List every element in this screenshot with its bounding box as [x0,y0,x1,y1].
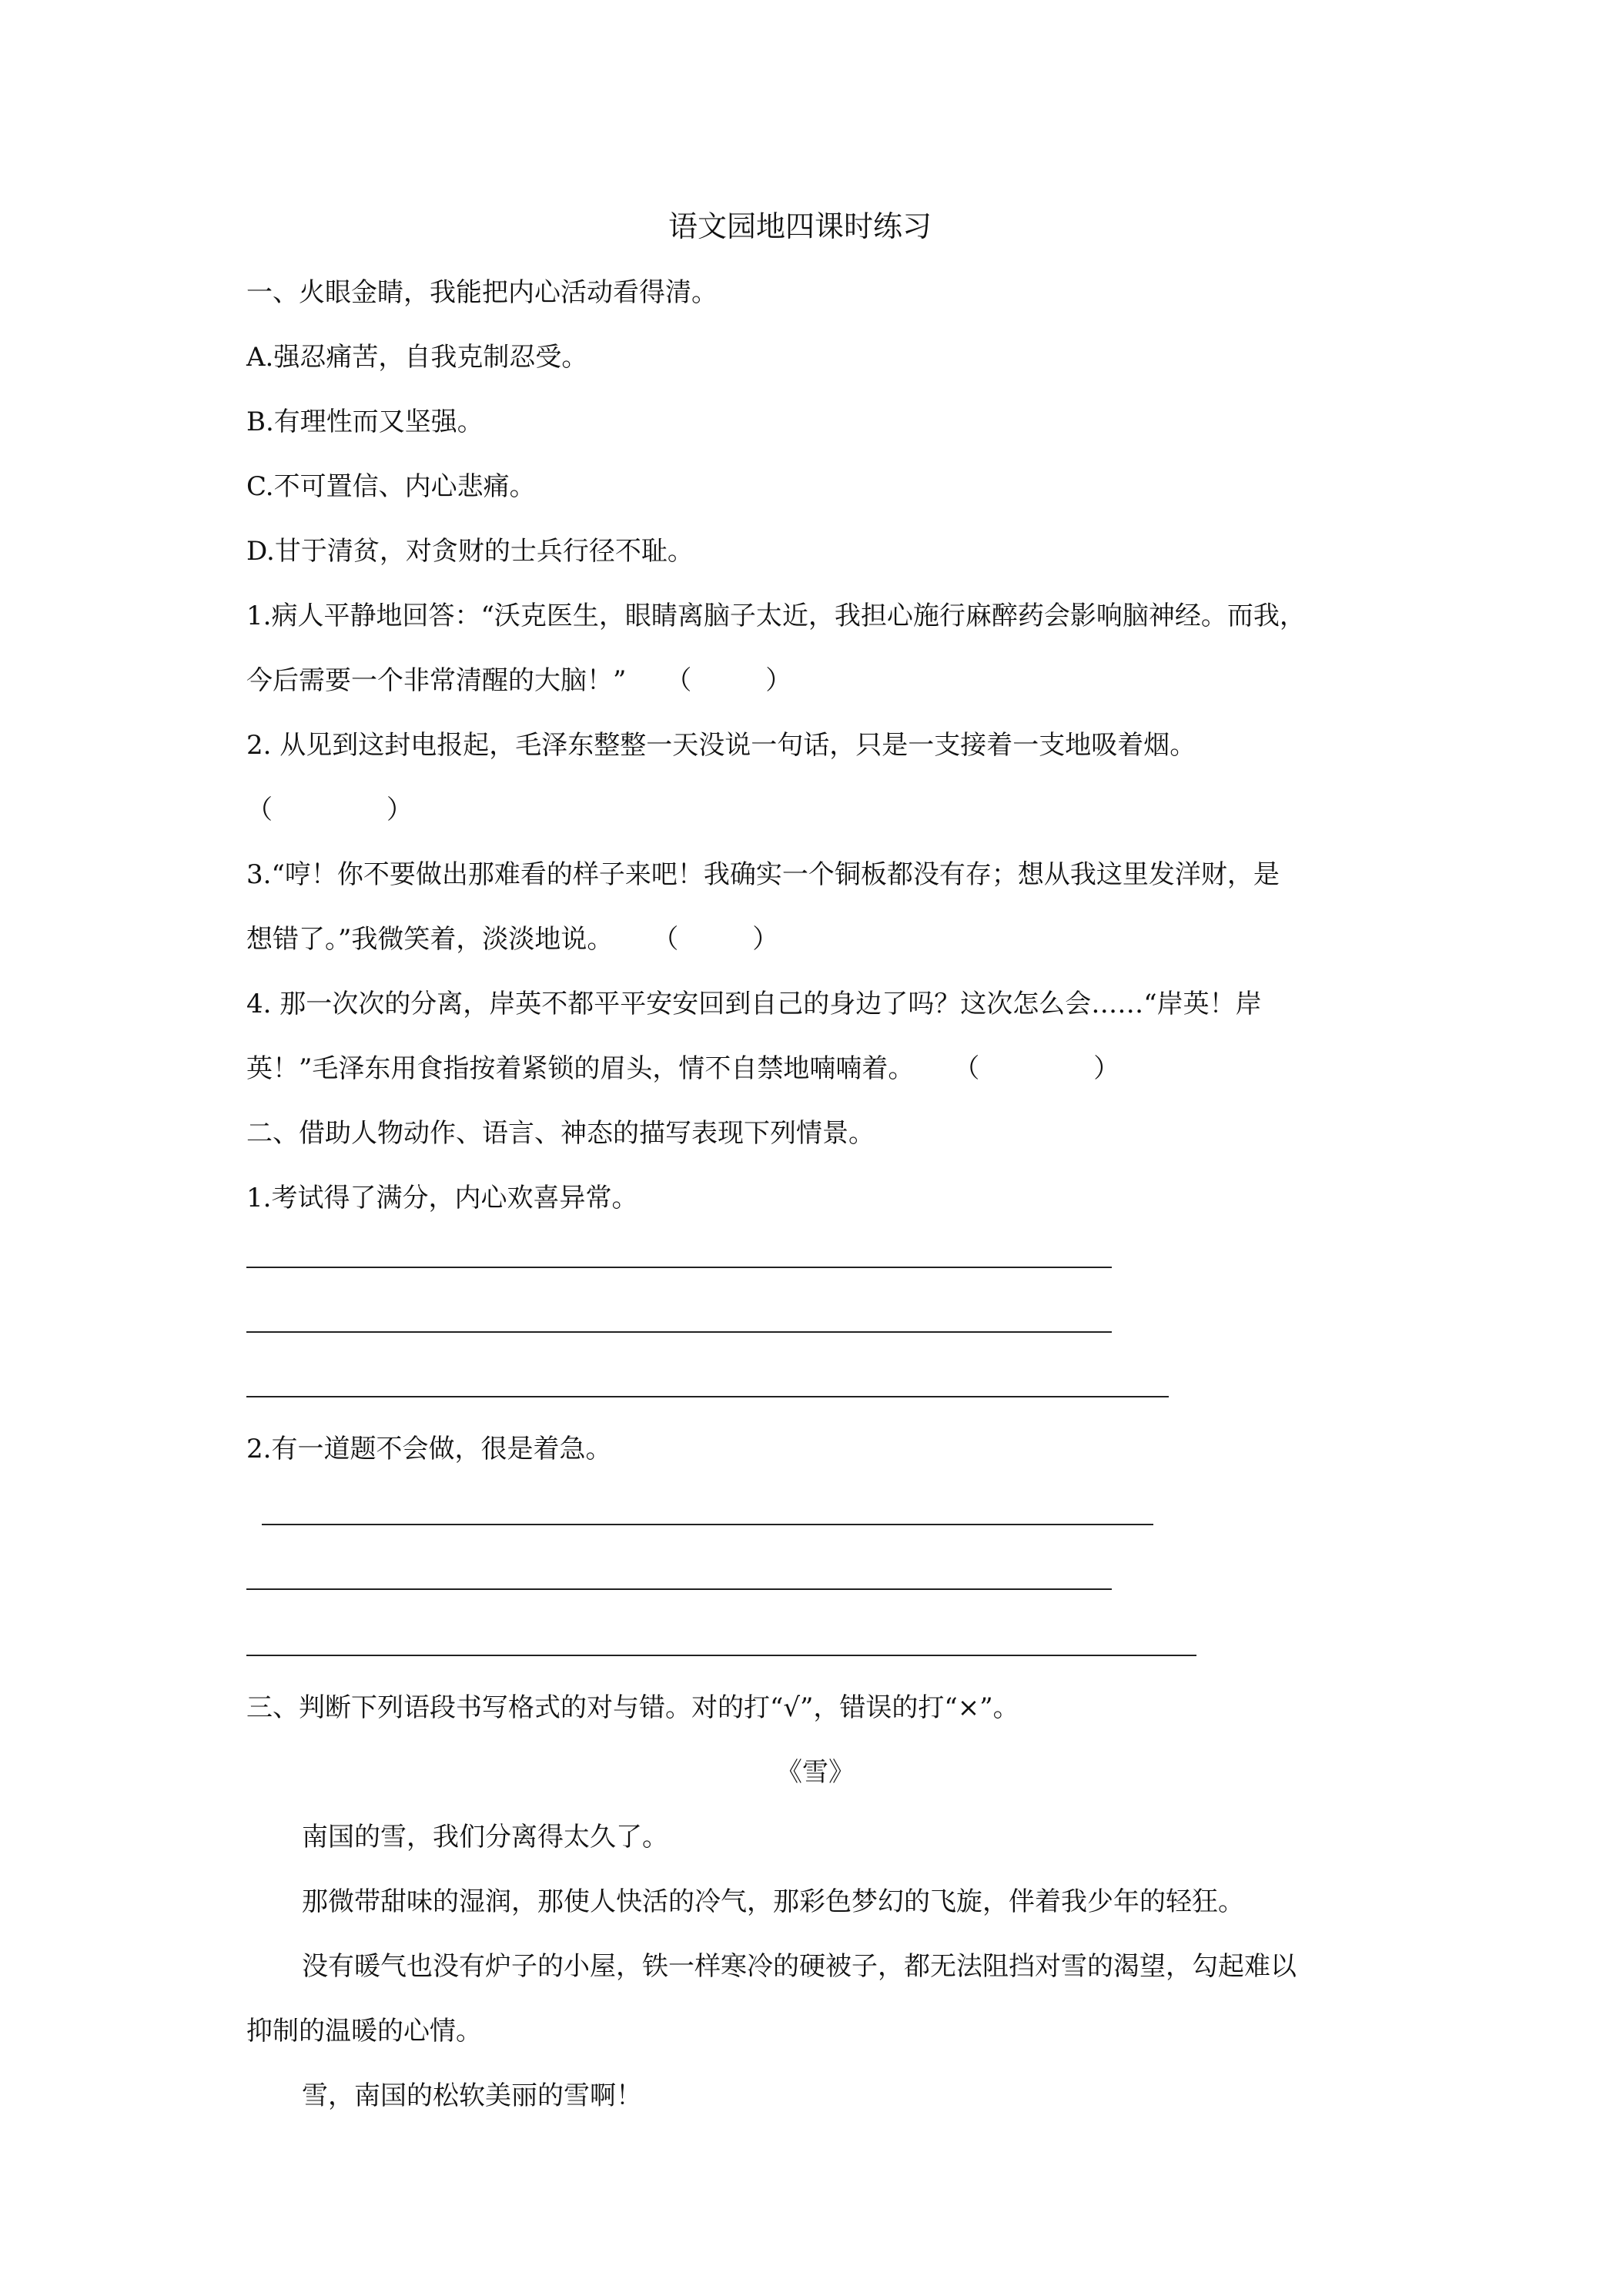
question-2-line-1: 2. 从见到这封电报起，毛泽东整整一天没说一句话，只是一支接着一支地吸着烟。 [246,730,1196,761]
paren-close: ） [1093,1053,1120,1084]
option-c: C.不可置信、内心悲痛。 [246,471,536,502]
question-1-line-1: 1.病人平静地回答：“沃克医生，眼睛离脑子太近，我担心施行麻醉药会影响脑神经。而我， [246,601,1306,631]
writing-line-2[interactable] [246,1331,1112,1333]
paren-close: ） [765,665,792,696]
question-1-line-2 [246,664,791,698]
passage-paragraph-3-line-1: 没有暖气也没有炉子的小屋，铁一样寒冷的硬被子，都无法阻挡对雪的渴望，勾起难以 [302,1951,1297,1982]
option-b: B.有理性而又坚强。 [246,407,484,437]
writing-line-6[interactable] [246,1655,1196,1656]
passage-paragraph-2: 那微带甜味的湿润，那使人快活的冷气，那彩色梦幻的飞旋，伴着我少年的轻狂。 [302,1886,1244,1917]
writing-line-1[interactable] [246,1267,1112,1268]
paren-open: （ [652,924,679,955]
paren-close: ） [387,795,413,825]
writing-line-3[interactable] [246,1396,1169,1397]
section-2-heading: 二、借助人物动作、语言、神态的描写表现下列情景。 [246,1118,875,1149]
question-3-line-2 [246,922,778,956]
page-title: 语文园地四课时练习 [668,209,932,243]
question-4-line-2 [246,1052,1119,1086]
paren-open: （ [953,1053,980,1084]
question-3-line-1: 3.“哼！你不要做出那难看的样子来吧！我确实一个铜板都没有存；想从我这里发洋财，是 [246,859,1280,890]
option-d: D.甘于清贫，对贪财的士兵行径不耻。 [246,536,694,567]
section-2-item-2: 2.有一道题不会做，很是着急。 [246,1434,612,1464]
question-2-line-2 [246,793,413,827]
option-a: A.强忍痛苦，自我克制忍受。 [246,342,588,373]
writing-line-5[interactable] [246,1588,1112,1590]
question-1-text: 今后需要一个非常清醒的大脑！” [246,665,627,696]
section-3-heading: 三、判断下列语段书写格式的对与错。对的打“√”，错误的打“×”。 [246,1692,1019,1723]
writing-line-4[interactable] [262,1524,1153,1525]
passage-title: 《雪》 [776,1757,855,1788]
question-3-text: 想错了。”我微笑着，淡淡地说。 [246,924,614,955]
paren-close: ） [752,924,779,955]
passage-paragraph-1: 南国的雪，我们分离得太久了。 [302,1822,668,1853]
passage-paragraph-3-line-2: 抑制的温暖的心情。 [246,2016,482,2047]
section-2-item-1: 1.考试得了满分，内心欢喜异常。 [246,1183,638,1213]
passage-paragraph-4: 雪，南国的松软美丽的雪啊！ [302,2080,642,2111]
question-4-line-1: 4. 那一次次的分离，岸英不都平平安安回到自己的身边了吗？这次怎么会……“岸英！岸 [246,989,1262,1019]
paren-open: （ [246,795,273,825]
paren-open: （ [665,665,692,696]
section-1-heading: 一、火眼金睛，我能把内心活动看得清。 [246,277,718,308]
question-4-text: 英！”毛泽东用食指按着紧锁的眉头，情不自禁地喃喃着。 [246,1053,915,1084]
